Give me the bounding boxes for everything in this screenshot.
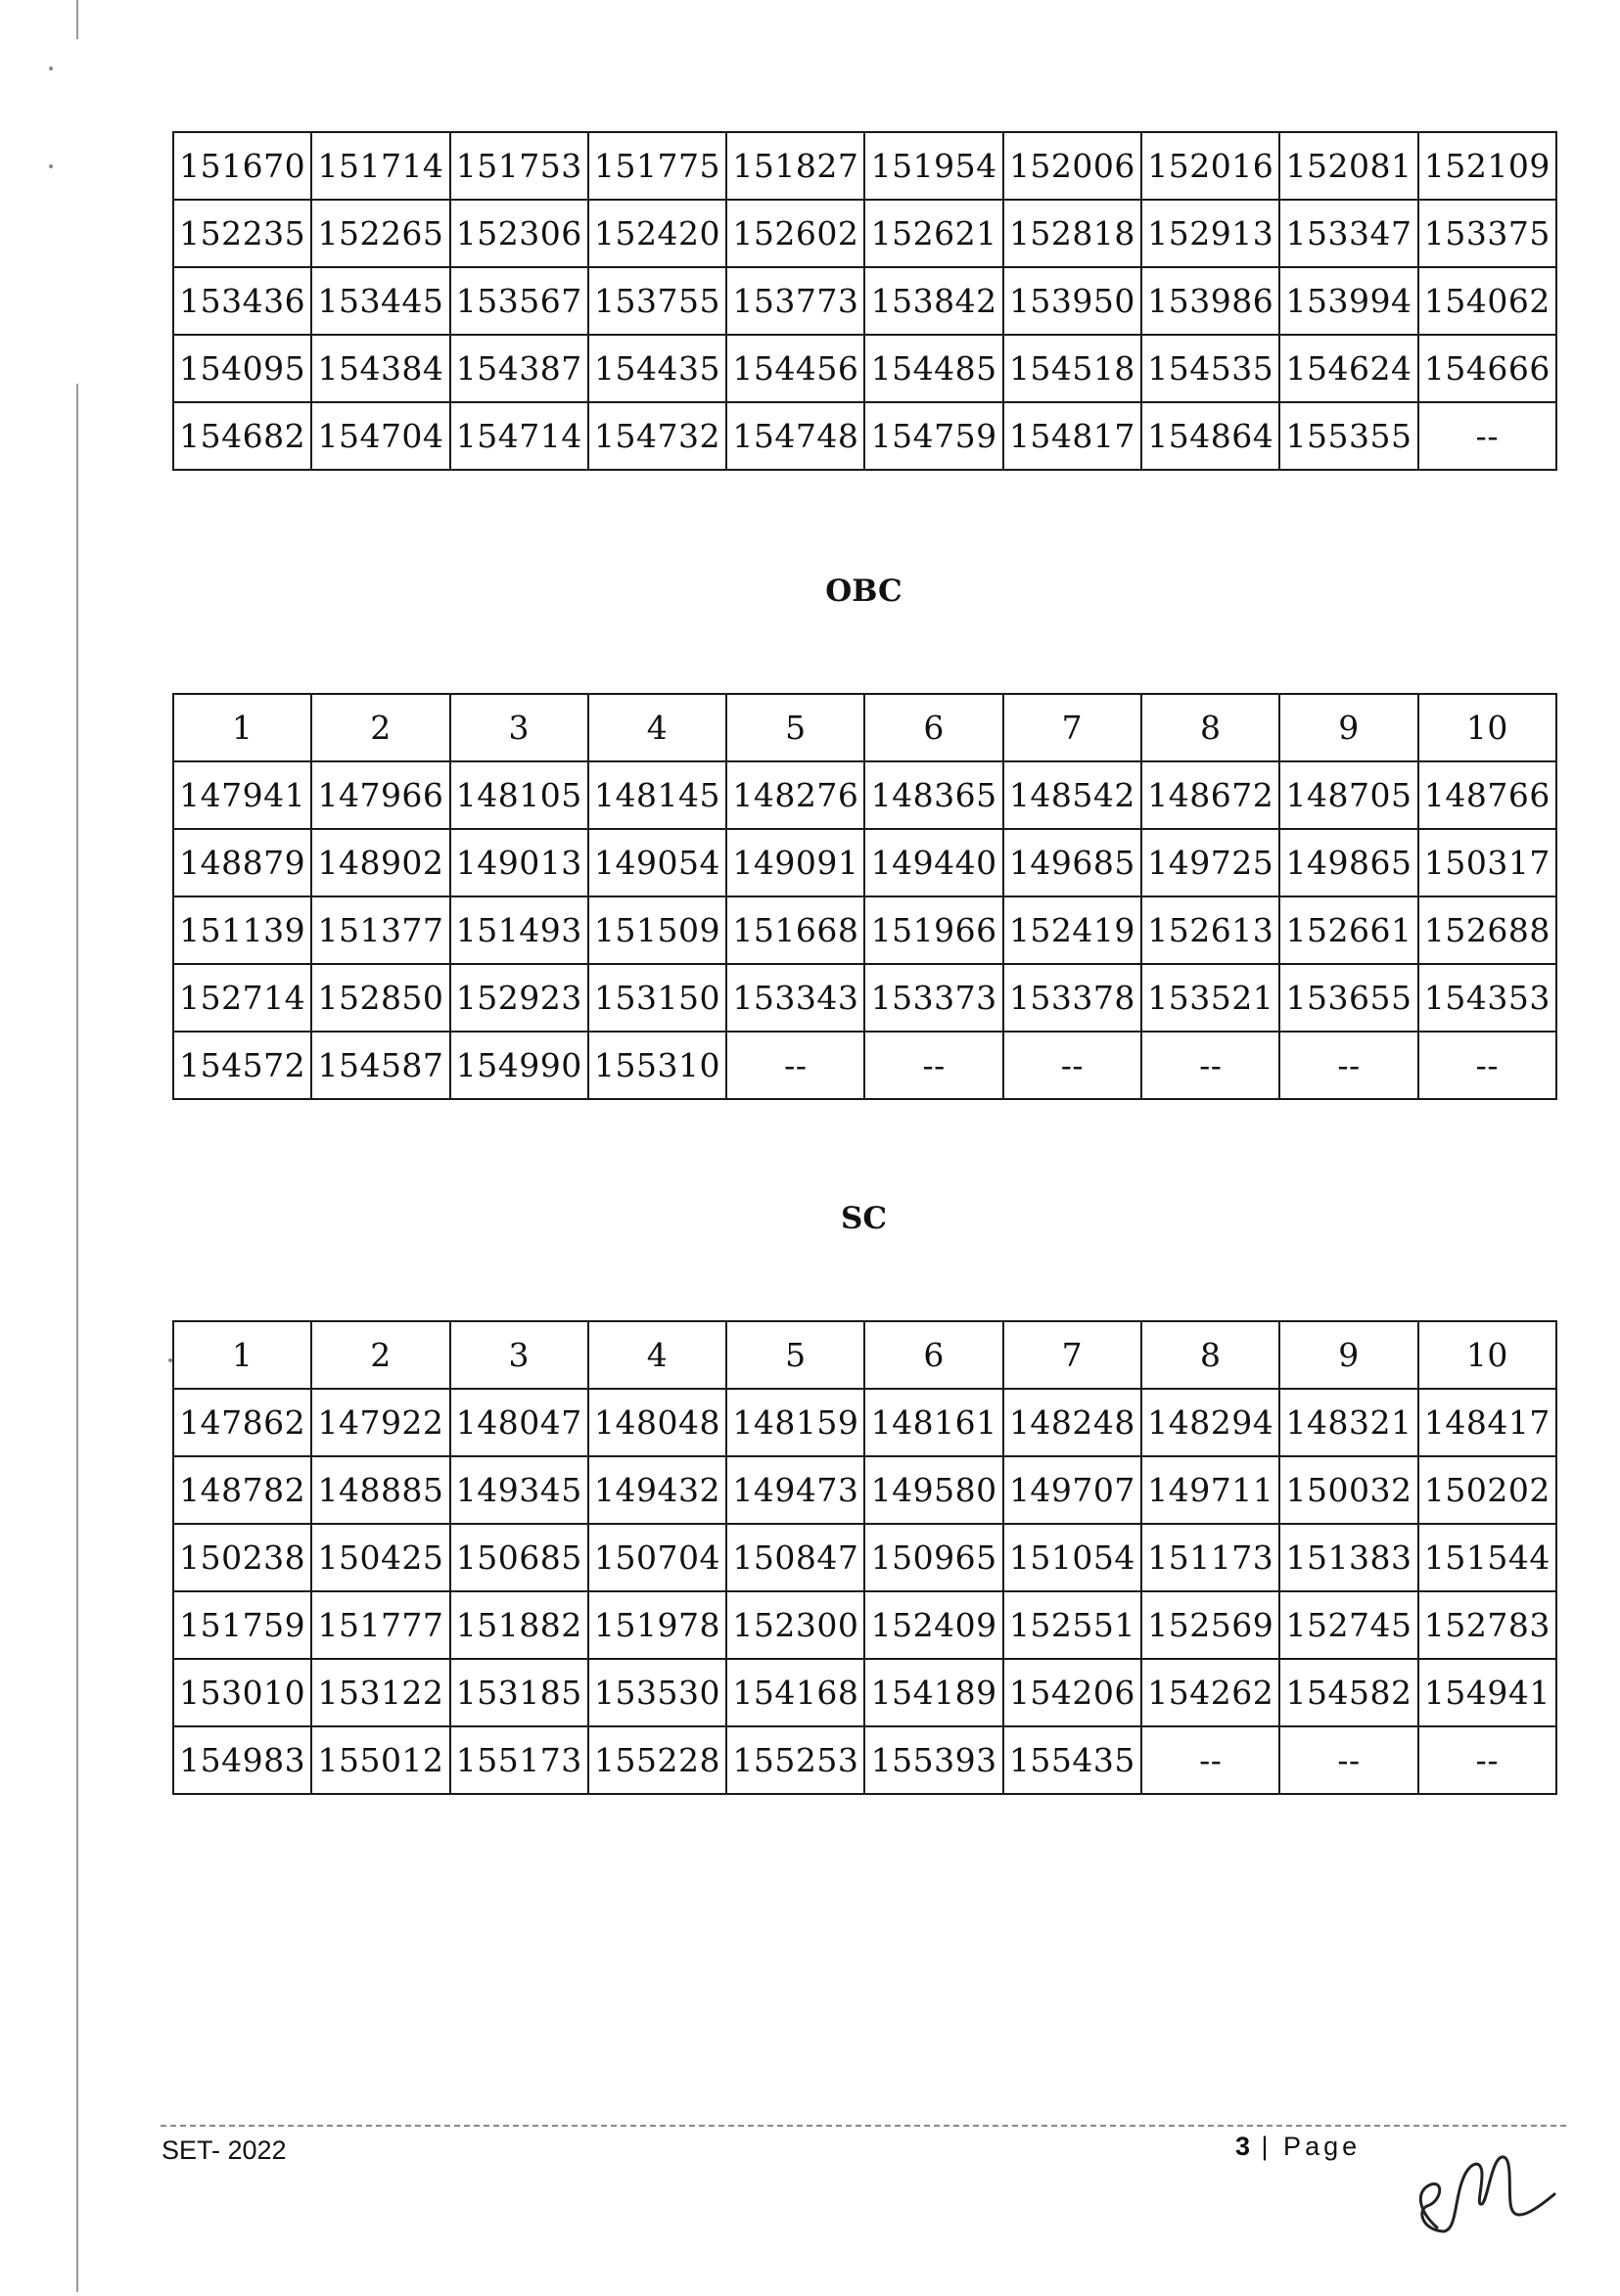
roll-number-cell: 152783 (1418, 1591, 1556, 1659)
roll-number-cell: -- (864, 1032, 1002, 1099)
roll-number-cell: 148365 (864, 761, 1002, 829)
roll-number-cell: 154582 (1279, 1659, 1417, 1726)
roll-number-cell: 154759 (864, 402, 1002, 470)
roll-number-cell: 153567 (450, 267, 588, 335)
roll-number-cell: 148105 (450, 761, 588, 829)
roll-number-cell: 148879 (173, 829, 311, 896)
roll-number-cell: 148885 (311, 1456, 449, 1524)
table-row (173, 267, 1556, 335)
roll-number-cell: 154714 (450, 402, 588, 470)
roll-number-cell: 154572 (173, 1032, 311, 1099)
roll-number-cell: 152409 (864, 1591, 1002, 1659)
table-row (173, 200, 1556, 267)
roll-number-cell: 151882 (450, 1591, 588, 1659)
roll-number-cell: 154353 (1418, 964, 1556, 1032)
roll-number-cell: 149440 (864, 829, 1002, 896)
roll-number-cell: 151509 (588, 896, 726, 964)
roll-number-cell: 154682 (173, 402, 311, 470)
roll-number-cell: 149685 (1003, 829, 1141, 896)
roll-number-cell: 148248 (1003, 1389, 1141, 1456)
roll-number-cell: 148159 (726, 1389, 864, 1456)
roll-number-cell: 150317 (1418, 829, 1556, 896)
roll-number-cell: 154990 (450, 1032, 588, 1099)
roll-number-cell: 151714 (311, 132, 449, 200)
table-row (173, 964, 1556, 1032)
roll-number-cell: 152602 (726, 200, 864, 267)
roll-number-cell: 149580 (864, 1456, 1002, 1524)
roll-number-cell: 148542 (1003, 761, 1141, 829)
column-header-cell: 8 (1141, 1321, 1279, 1389)
roll-number-cell: 148047 (450, 1389, 588, 1456)
roll-number-cell: 149013 (450, 829, 588, 896)
roll-number-cell: 154704 (311, 402, 449, 470)
column-header-cell: 5 (726, 1321, 864, 1389)
roll-number-cell: 154666 (1418, 335, 1556, 402)
roll-number-cell: 152923 (450, 964, 588, 1032)
column-header-cell: 5 (726, 694, 864, 761)
roll-number-cell: 153445 (311, 267, 449, 335)
roll-number-cell: 149707 (1003, 1456, 1141, 1524)
roll-number-cell: 152661 (1279, 896, 1417, 964)
table-row (173, 1456, 1556, 1524)
roll-number-cell: 153986 (1141, 267, 1279, 335)
roll-number-cell: -- (1418, 402, 1556, 470)
roll-number-cell: 153842 (864, 267, 1002, 335)
roll-number-cell: 151173 (1141, 1524, 1279, 1591)
roll-number-cell: 148145 (588, 761, 726, 829)
column-header-cell: 9 (1279, 694, 1417, 761)
roll-number-cell: 155173 (450, 1726, 588, 1794)
sc-column-header-row (173, 1321, 1556, 1389)
obc-table-body (173, 761, 1556, 1099)
roll-number-cell: 152745 (1279, 1591, 1417, 1659)
roll-number-cell: 150202 (1418, 1456, 1556, 1524)
roll-number-cell: 154983 (173, 1726, 311, 1794)
roll-number-cell: -- (1418, 1032, 1556, 1099)
roll-number-cell: 153521 (1141, 964, 1279, 1032)
roll-number-cell: 151827 (726, 132, 864, 200)
column-header-cell: 6 (864, 1321, 1002, 1389)
obc-column-header-row (173, 694, 1556, 761)
column-header-cell: 3 (450, 1321, 588, 1389)
roll-number-cell: 147862 (173, 1389, 311, 1456)
roll-number-cell: 151054 (1003, 1524, 1141, 1591)
roll-number-cell: 150704 (588, 1524, 726, 1591)
roll-number-cell: 148782 (173, 1456, 311, 1524)
page-number: 3 (1235, 2132, 1251, 2161)
roll-number-cell: 152235 (173, 200, 311, 267)
column-header-cell: 9 (1279, 1321, 1417, 1389)
roll-number-cell: 152818 (1003, 200, 1141, 267)
roll-number-cell: 155228 (588, 1726, 726, 1794)
table-row (173, 335, 1556, 402)
roll-number-cell: 147922 (311, 1389, 449, 1456)
roll-number-cell: 154062 (1418, 267, 1556, 335)
roll-number-cell: 151777 (311, 1591, 449, 1659)
roll-number-cell: 151978 (588, 1591, 726, 1659)
roll-number-cell: 153343 (726, 964, 864, 1032)
general-table-body (173, 132, 1556, 470)
roll-number-cell: 154817 (1003, 402, 1141, 470)
roll-number-cell: 148321 (1279, 1389, 1417, 1456)
roll-number-cell: 154262 (1141, 1659, 1279, 1726)
roll-number-cell: 155435 (1003, 1726, 1141, 1794)
general-candidates-table (172, 131, 1557, 471)
roll-number-cell: 150032 (1279, 1456, 1417, 1524)
roll-number-cell: 149345 (450, 1456, 588, 1524)
roll-number-cell: 154189 (864, 1659, 1002, 1726)
column-header-cell: 4 (588, 1321, 726, 1389)
roll-number-cell: 155310 (588, 1032, 726, 1099)
roll-number-cell: 152688 (1418, 896, 1556, 964)
column-header-cell: 1 (173, 694, 311, 761)
roll-number-cell: -- (1418, 1726, 1556, 1794)
roll-number-cell: 148417 (1418, 1389, 1556, 1456)
obc-candidates-table (172, 693, 1557, 1100)
roll-number-cell: 152081 (1279, 132, 1417, 200)
roll-number-cell: 153773 (726, 267, 864, 335)
scan-speck (49, 164, 53, 168)
table-row (173, 829, 1556, 896)
roll-number-cell: 149473 (726, 1456, 864, 1524)
roll-number-cell: 151493 (450, 896, 588, 964)
column-header-cell: 10 (1418, 694, 1556, 761)
roll-number-cell: 153436 (173, 267, 311, 335)
table-row (173, 1524, 1556, 1591)
table-row (173, 1726, 1556, 1794)
sc-table-body (173, 1389, 1556, 1794)
roll-number-cell: 154587 (311, 1032, 449, 1099)
roll-number-cell: 154732 (588, 402, 726, 470)
scan-speck (49, 67, 53, 70)
roll-number-cell: 152419 (1003, 896, 1141, 964)
roll-number-cell: 147966 (311, 761, 449, 829)
roll-number-cell: 155393 (864, 1726, 1002, 1794)
roll-number-cell: 154624 (1279, 335, 1417, 402)
sc-heading: SC (840, 1201, 888, 1236)
scan-margin-line (76, 384, 78, 2292)
roll-number-cell: 149725 (1141, 829, 1279, 896)
roll-number-cell: 153994 (1279, 267, 1417, 335)
roll-number-cell: 152913 (1141, 200, 1279, 267)
roll-number-cell: 148766 (1418, 761, 1556, 829)
roll-number-cell: 151139 (173, 896, 311, 964)
column-header-cell: 10 (1418, 1321, 1556, 1389)
column-header-cell: 8 (1141, 694, 1279, 761)
column-header-cell: 2 (311, 1321, 449, 1389)
roll-number-cell: 148161 (864, 1389, 1002, 1456)
table-row (173, 1659, 1556, 1726)
page-label: | Page (1261, 2132, 1362, 2161)
column-header-cell: 1 (173, 1321, 311, 1389)
roll-number-cell: 153950 (1003, 267, 1141, 335)
roll-number-cell: 154864 (1141, 402, 1279, 470)
obc-heading: OBC (825, 574, 903, 609)
roll-number-cell: -- (1141, 1032, 1279, 1099)
roll-number-cell: 152109 (1418, 132, 1556, 200)
roll-number-cell: 154168 (726, 1659, 864, 1726)
handwritten-signature (1398, 2112, 1564, 2259)
roll-number-cell: 154748 (726, 402, 864, 470)
roll-number-cell: 150238 (173, 1524, 311, 1591)
roll-number-cell: 154384 (311, 335, 449, 402)
roll-number-cell: 154485 (864, 335, 1002, 402)
roll-number-cell: 153375 (1418, 200, 1556, 267)
column-header-cell: 6 (864, 694, 1002, 761)
roll-number-cell: -- (1279, 1726, 1417, 1794)
roll-number-cell: 152850 (311, 964, 449, 1032)
column-header-cell: 7 (1003, 694, 1141, 761)
table-row (173, 1389, 1556, 1456)
roll-number-cell: 153530 (588, 1659, 726, 1726)
roll-number-cell: 153150 (588, 964, 726, 1032)
roll-number-cell: 152613 (1141, 896, 1279, 964)
roll-number-cell: 153122 (311, 1659, 449, 1726)
roll-number-cell: 153373 (864, 964, 1002, 1032)
roll-number-cell: 151377 (311, 896, 449, 964)
roll-number-cell: 152569 (1141, 1591, 1279, 1659)
table-row (173, 132, 1556, 200)
roll-number-cell: 154456 (726, 335, 864, 402)
roll-number-cell: 151954 (864, 132, 1002, 200)
roll-number-cell: 152300 (726, 1591, 864, 1659)
roll-number-cell: 154941 (1418, 1659, 1556, 1726)
roll-number-cell: 152265 (311, 200, 449, 267)
roll-number-cell: 153755 (588, 267, 726, 335)
roll-number-cell: 152714 (173, 964, 311, 1032)
roll-number-cell: 151753 (450, 132, 588, 200)
roll-number-cell: 153655 (1279, 964, 1417, 1032)
roll-number-cell: 153378 (1003, 964, 1141, 1032)
roll-number-cell: 151544 (1418, 1524, 1556, 1591)
roll-number-cell: 148276 (726, 761, 864, 829)
roll-number-cell: 152551 (1003, 1591, 1141, 1659)
roll-number-cell: 155253 (726, 1726, 864, 1794)
roll-number-cell: 154095 (173, 335, 311, 402)
table-row (173, 761, 1556, 829)
roll-number-cell: 151966 (864, 896, 1002, 964)
roll-number-cell: -- (1003, 1032, 1141, 1099)
roll-number-cell: 148672 (1141, 761, 1279, 829)
roll-number-cell: 150847 (726, 1524, 864, 1591)
footer-page-indicator (1235, 2132, 1361, 2162)
column-header-cell: 2 (311, 694, 449, 761)
roll-number-cell: 151383 (1279, 1524, 1417, 1591)
roll-number-cell: 153185 (450, 1659, 588, 1726)
footer-divider (161, 2125, 1566, 2127)
sc-candidates-table (172, 1320, 1557, 1795)
roll-number-cell: 154387 (450, 335, 588, 402)
roll-number-cell: 154435 (588, 335, 726, 402)
roll-number-cell: 154535 (1141, 335, 1279, 402)
roll-number-cell: 148705 (1279, 761, 1417, 829)
roll-number-cell: 151759 (173, 1591, 311, 1659)
table-row (173, 402, 1556, 470)
roll-number-cell: 151668 (726, 896, 864, 964)
roll-number-cell: 153347 (1279, 200, 1417, 267)
table-row (173, 896, 1556, 964)
roll-number-cell: 153010 (173, 1659, 311, 1726)
column-header-cell: 3 (450, 694, 588, 761)
roll-number-cell: -- (1141, 1726, 1279, 1794)
roll-number-cell: 147941 (173, 761, 311, 829)
column-header-cell: 7 (1003, 1321, 1141, 1389)
roll-number-cell: 152420 (588, 200, 726, 267)
roll-number-cell: 154518 (1003, 335, 1141, 402)
roll-number-cell: 151670 (173, 132, 311, 200)
roll-number-cell: 151775 (588, 132, 726, 200)
roll-number-cell: -- (1279, 1032, 1417, 1099)
roll-number-cell: 155355 (1279, 402, 1417, 470)
roll-number-cell: 150685 (450, 1524, 588, 1591)
roll-number-cell: -- (726, 1032, 864, 1099)
roll-number-cell: 149432 (588, 1456, 726, 1524)
roll-number-cell: 152006 (1003, 132, 1141, 200)
table-row (173, 1032, 1556, 1099)
roll-number-cell: 148294 (1141, 1389, 1279, 1456)
roll-number-cell: 148902 (311, 829, 449, 896)
roll-number-cell: 152306 (450, 200, 588, 267)
roll-number-cell: 150965 (864, 1524, 1002, 1591)
column-header-cell: 4 (588, 694, 726, 761)
roll-number-cell: 149054 (588, 829, 726, 896)
roll-number-cell: 150425 (311, 1524, 449, 1591)
roll-number-cell: 149711 (1141, 1456, 1279, 1524)
roll-number-cell: 148048 (588, 1389, 726, 1456)
roll-number-cell: 155012 (311, 1726, 449, 1794)
roll-number-cell: 149091 (726, 829, 864, 896)
scan-margin-line (76, 0, 78, 39)
roll-number-cell: 152621 (864, 200, 1002, 267)
footer-exam-label: SET- 2022 (162, 2135, 287, 2165)
table-row (173, 1591, 1556, 1659)
roll-number-cell: 149865 (1279, 829, 1417, 896)
roll-number-cell: 152016 (1141, 132, 1279, 200)
roll-number-cell: 154206 (1003, 1659, 1141, 1726)
